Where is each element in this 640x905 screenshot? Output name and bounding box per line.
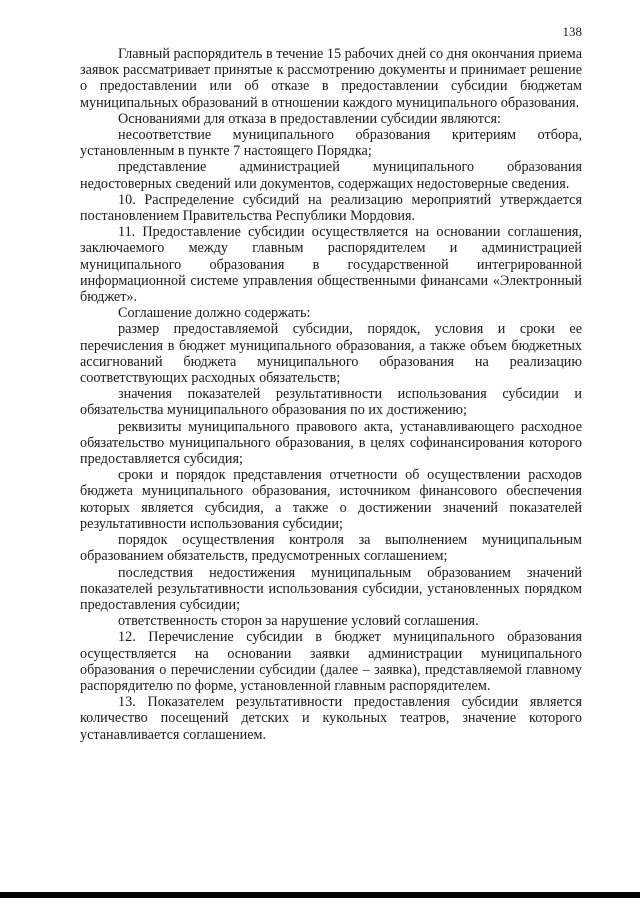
scan-bottom-border [0,892,640,898]
paragraph-item-12: 12. Перечисление субсидии в бюджет муниципального образования осуществляется на основании заявки администрации муниципального образования о перечислении субсидии (далее – заявка), представляемой главному распорядителю по форме, установленной главным распорядителем. [80,629,582,694]
paragraph-item-10: 10. Распределение субсидий на реализацию мероприятий утверждается постановлением Правительства Республики Мордовия. [80,191,582,225]
paragraph-agreement-control: порядок осуществления контроля за выполнением муниципальным образованием обязательств, предусмотренных соглашением; [80,532,582,565]
paragraph-agreement-legal-act: реквизиты муниципального правового акта, устанавливающего расходное обязательство муниципального образования, в целях софинансирования которого предоставляется субсидия; [80,418,582,468]
paragraph-refusal-criteria: несоответствие муниципального образования критериям отбора, установленным в пункте 7 настоящего Порядка; [80,127,582,160]
page-number: 138 [562,24,582,39]
paragraph-refusal-grounds-intro: Основаниями для отказа в предоставлении субсидии являются: [118,110,501,127]
paragraph-refusal-false-info: представление администрацией муниципального образования недостоверных сведений или документов, содержащих недостоверные сведения. [80,159,582,192]
paragraph-agreement-reporting: сроки и порядок представления отчетности об осуществлении расходов бюджета муниципального образования, источником финансового обеспечения которых является субсидия, а также о достижении значений показателей результативности использования субсидии; [80,467,582,532]
document-body [80,46,582,743]
paragraph-agreement-responsibility: ответственность сторон за нарушение условий соглашения. [118,613,479,630]
paragraph-item-13: 13. Показателем результативности предоставления субсидии является количество посещений детских и кукольных театров, значение которого устанавливается соглашением. [80,694,582,743]
paragraph-item-11: 11. Предоставление субсидии осуществляется на основании соглашения, заключаемого между главным распорядителем и администрацией муниципального образования в государственной интегрированной информационной системе управления общественными финансами «Электронный бюджет». [80,224,582,306]
paragraph-agreement-indicators: значения показателей результативности использования субсидии и обязательства муниципального образования по их достижению; [80,386,582,419]
paragraph-agreement-consequences: последствия недостижения муниципальным образованием значений показателей результативности использования субсидии, установленных порядком предоставления субсидии; [80,564,582,613]
paragraph-agreement-intro: Соглашение должно содержать: [118,305,311,322]
paragraph-decision-deadline: Главный распорядитель в течение 15 рабочих дней со дня окончания приема заявок рассматривает принятые к рассмотрению документы и принимает решение о предоставлении или об отказе в предоставлении субсидии бюджетам муниципальных образований в отношении каждого муниципального образования. [80,46,582,111]
paragraph-agreement-amount: размер предоставляемой субсидии, порядок, условия и сроки ее перечисления в бюджет муниципального образования, а также объем бюджетных ассигнований бюджета муниципального образования на реализацию соответствующих расходных обязательств; [80,321,582,387]
